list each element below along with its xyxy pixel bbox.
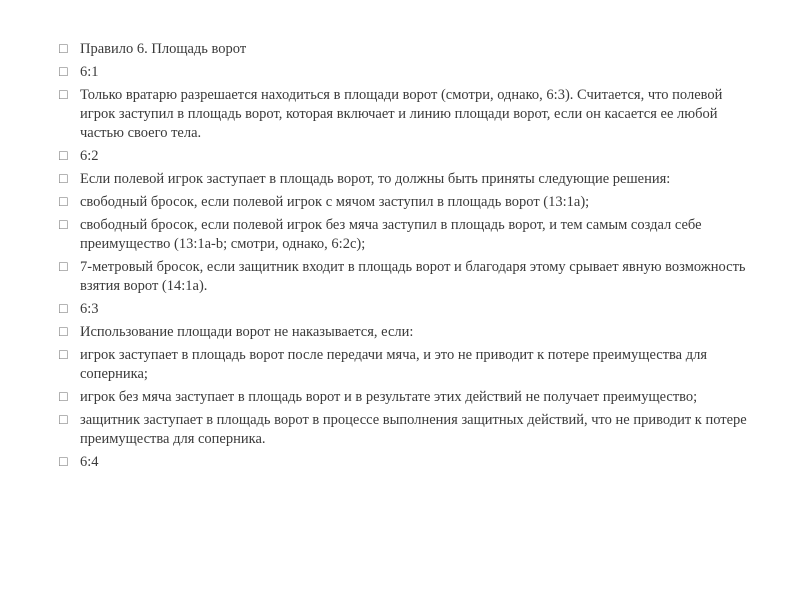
list-item-text: защитник заступает в площадь ворот в процессе выполнения защитных действий, что не приводит к потере преимущества для соперника. — [80, 412, 747, 447]
list-item-text: игрок заступает в площадь ворот после передачи мяча, и это не приводит к потере преимущества для соперника; — [80, 347, 708, 382]
list-item-text: Использование площади ворот не наказывается, если: — [80, 324, 414, 340]
list-item — [58, 453, 748, 472]
list-item — [58, 86, 748, 143]
list-item — [58, 323, 748, 342]
list-item-text: 6:4 — [80, 454, 99, 470]
bullet-icon: ☐ — [58, 302, 69, 316]
list-item — [58, 388, 748, 407]
list-item-text: свободный бросок, если полевой игрок с мячом заступил в площадь ворот (13:1a); — [80, 194, 590, 210]
bullet-icon: ☐ — [58, 88, 69, 102]
list-item — [58, 40, 748, 59]
list-item — [58, 147, 748, 166]
bullet-icon: ☐ — [58, 348, 69, 362]
bullet-icon: ☐ — [58, 260, 69, 274]
bullet-icon: ☐ — [58, 413, 69, 427]
list-item — [58, 346, 748, 384]
list-item — [58, 193, 748, 212]
list-item-text: 7-метровый бросок, если защитник входит в площадь ворот и благодаря этому срывает явную возможность взятия ворот (14:1a). — [80, 259, 746, 294]
bullet-icon: ☐ — [58, 455, 69, 469]
list-item — [58, 411, 748, 449]
list-item-text: 6:2 — [80, 148, 99, 164]
bullet-icon: ☐ — [58, 65, 69, 79]
list-item-text: свободный бросок, если полевой игрок без мяча заступил в площадь ворот, и тем самым создал себе преимущество (13:1a-b; смотри, однако, 6:2c); — [80, 217, 702, 252]
bullet-icon: ☐ — [58, 149, 69, 163]
list-item — [58, 258, 748, 296]
bullet-icon: ☐ — [58, 218, 69, 232]
bullet-icon: ☐ — [58, 390, 69, 404]
bullet-icon: ☐ — [58, 195, 69, 209]
bullet-icon: ☐ — [58, 172, 69, 186]
list-item-text: Только вратарю разрешается находиться в площади ворот (смотри, однако, 6:3). Считается, что полевой игрок заступил в площадь ворот, которая включает и линию площади ворот, если он касается ее любой частью своего тела. — [80, 87, 723, 141]
bullet-icon: ☐ — [58, 325, 69, 339]
list-item — [58, 170, 748, 189]
list-item-text: игрок без мяча заступает в площадь ворот и в результате этих действий не получает преимущество; — [80, 389, 698, 405]
list-item-text: Если полевой игрок заступает в площадь ворот, то должны быть приняты следующие решения: — [80, 171, 671, 187]
list-item — [58, 63, 748, 82]
list-item-text: 6:1 — [80, 64, 99, 80]
list-item-text: 6:3 — [80, 301, 99, 317]
bullet-icon: ☐ — [58, 42, 69, 56]
bullet-list — [58, 40, 748, 476]
list-item — [58, 216, 748, 254]
list-item-text: Правило 6. Площадь ворот — [80, 41, 247, 57]
list-item — [58, 300, 748, 319]
